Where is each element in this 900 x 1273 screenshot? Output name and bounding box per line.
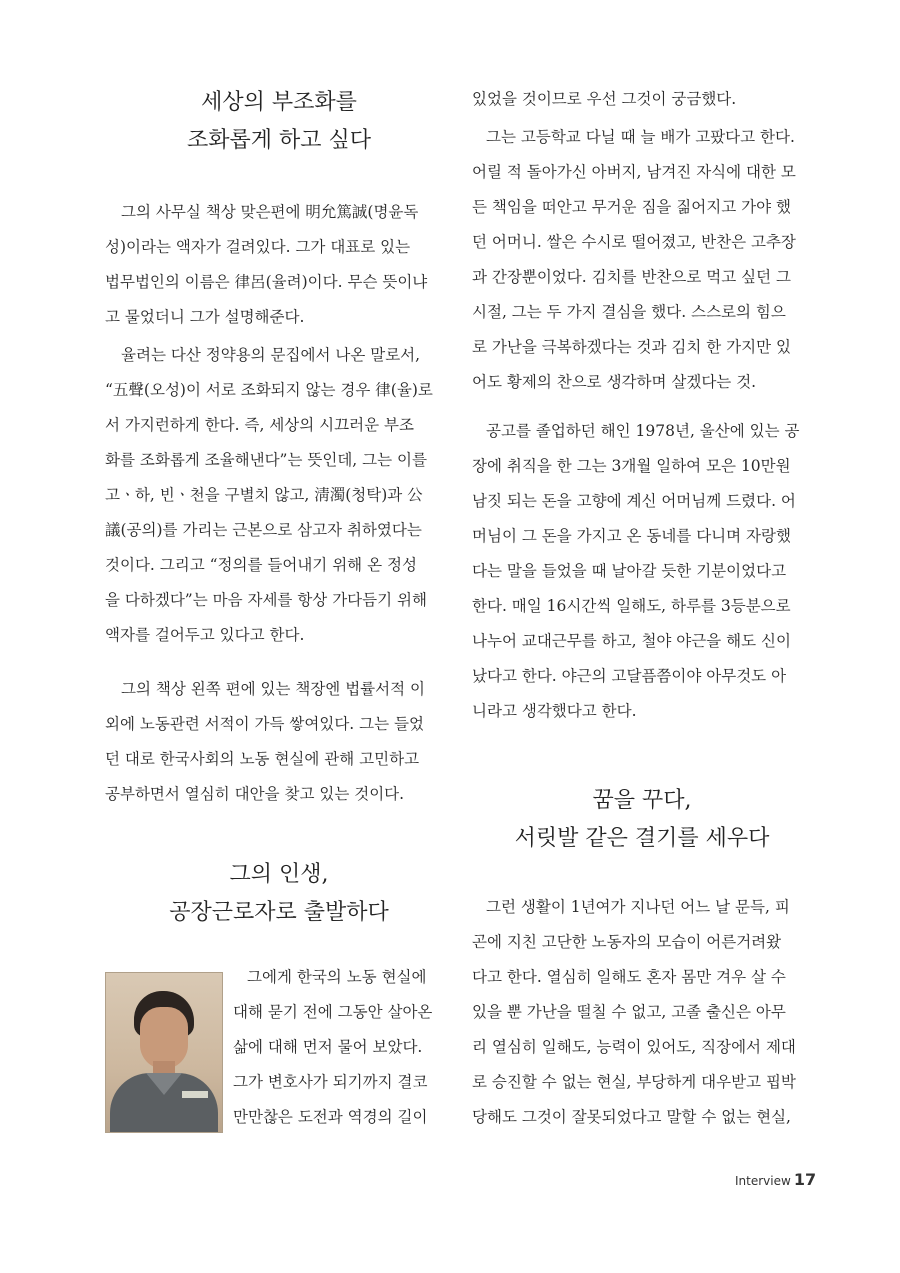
text-line: 법무법인의 이름은 律呂(율려)이다. 무슨 뜻이냐 <box>105 273 428 291</box>
text-line: 시절, 그는 두 가지 결심을 했다. 스스로의 힘으 <box>472 303 786 321</box>
text-line: 있을 뿐 가난을 떨칠 수 없고, 고졸 출신은 아무 <box>472 1003 786 1021</box>
text-line: 과 간장뿐이었다. 김치를 반찬으로 먹고 싶던 그 <box>472 268 791 286</box>
text-line: 액자를 걸어두고 있다고 한다. <box>105 626 305 644</box>
text-line: 서 가지런하게 한다. 즉, 세상의 시끄러운 부조 <box>105 416 414 434</box>
page-number: 17 <box>793 1170 817 1189</box>
text-line: 당해도 그것이 잘못되었다고 말할 수 없는 현실, <box>472 1108 791 1126</box>
text-line: 그는 고등학교 다닐 때 늘 배가 고팠다고 한다. <box>486 128 795 146</box>
text-line: 삶에 대해 먼저 물어 보았다. <box>233 1038 423 1056</box>
text-line: 議(공의)를 가리는 근본으로 삼고자 취하였다는 <box>105 521 422 539</box>
text-line: 외에 노동관련 서적이 가득 쌓여있다. 그는 들었 <box>105 715 424 733</box>
text-line: 나누어 교대근무를 하고, 철야 야근을 해도 신이 <box>472 632 791 650</box>
text-line: 리 열심히 일해도, 능력이 있어도, 직장에서 제대 <box>472 1038 796 1056</box>
text-line: 다는 말을 들었을 때 날아갈 듯한 기분이었다고 <box>472 562 787 580</box>
text-line: 어도 황제의 찬으로 생각하며 살겠다는 것. <box>472 373 757 391</box>
text-line: 화를 조화롭게 조율해낸다”는 뜻인데, 그는 이를 <box>105 451 427 469</box>
text-line: 로 가난을 극복하겠다는 것과 김치 한 가지만 있 <box>472 338 791 356</box>
text-line: 것이다. 그리고 “정의를 들어내기 위해 온 정성 <box>105 556 417 574</box>
text-line: 던 어머니. 쌀은 수시로 떨어졌고, 반찬은 고추장 <box>472 233 796 251</box>
text-line: 을 다하겠다”는 마음 자세를 항상 가다듬기 위해 <box>105 591 427 609</box>
paragraph <box>472 82 812 117</box>
text-line: 어릴 적 돌아가신 아버지, 남겨진 자식에 대한 모 <box>472 163 796 181</box>
text-line: 로 승진할 수 없는 현실, 부당하게 대우받고 핍박 <box>472 1073 796 1091</box>
text-line: 한다. 매일 16시간씩 일해도, 하루를 3등분으로 <box>472 597 791 615</box>
page-footer <box>735 1170 816 1189</box>
text-line: 났다고 한다. 야근의 고달픔쯤이야 아무것도 아 <box>472 667 787 685</box>
text-line: 율려는 다산 정약용의 문집에서 나온 말로서, <box>121 346 421 364</box>
paragraph <box>233 960 453 1135</box>
heading-line: 꿈을 꾸다, <box>592 788 692 813</box>
text-line: 그의 책상 왼쪽 편에 있는 책장엔 법률서적 이 <box>121 680 426 698</box>
heading-line: 공장근로자로 출발하다 <box>169 900 389 925</box>
portrait-photo <box>105 972 223 1133</box>
paragraph <box>105 672 453 812</box>
section-heading-2 <box>105 856 453 932</box>
text-line: 대해 묻기 전에 그동안 살아온 <box>233 1003 433 1021</box>
text-line: 그가 변호사가 되기까지 결코 <box>233 1073 428 1091</box>
text-line: 든 책임을 떠안고 무거운 짐을 짊어지고 가야 했 <box>472 198 791 216</box>
paragraph <box>472 414 812 729</box>
text-line: 그에게 한국의 노동 현실에 <box>247 968 427 986</box>
text-line: 고 물었더니 그가 설명해준다. <box>105 308 305 326</box>
text-line: 있었을 것이므로 우선 그것이 궁금했다. <box>472 90 737 108</box>
text-line: 니라고 생각했다고 한다. <box>472 702 637 720</box>
text-line: “五聲(오성)이 서로 조화되지 않는 경우 律(율)로 <box>105 381 433 399</box>
paragraph <box>472 120 812 400</box>
section-label: Interview <box>735 1174 791 1188</box>
heading-line: 서릿발 같은 결기를 세우다 <box>514 826 770 851</box>
paragraph <box>105 195 453 335</box>
text-line: 고ㆍ하, 빈ㆍ천을 구별치 않고, 淸濁(청탁)과 公 <box>105 486 423 504</box>
text-line: 장에 취직을 한 그는 3개월 일하여 모은 10만원 <box>472 457 791 475</box>
text-line: 머님이 그 돈을 가지고 온 동네를 다니며 자랑했 <box>472 527 791 545</box>
heading-line: 그의 인생, <box>229 862 329 887</box>
text-line: 공고를 졸업하던 해인 1978년, 울산에 있는 공 <box>486 422 800 440</box>
paragraph <box>105 338 453 653</box>
text-line: 그의 사무실 책상 맞은편에 明允篤誠(명윤독 <box>121 203 419 221</box>
section-heading-3 <box>472 782 812 858</box>
paragraph <box>472 890 812 1135</box>
text-line: 만만찮은 도전과 역경의 길이 <box>233 1108 428 1126</box>
text-line: 곤에 지친 고단한 노동자의 모습이 어른거려왔 <box>472 933 782 951</box>
heading-line: 세상의 부조화를 <box>201 90 357 115</box>
text-line: 그런 생활이 1년여가 지나던 어느 날 문득, 피 <box>486 898 790 916</box>
text-line: 성)이라는 액자가 걸려있다. 그가 대표로 있는 <box>105 238 411 256</box>
text-line: 남짓 되는 돈을 고향에 계신 어머님께 드렸다. 어 <box>472 492 796 510</box>
text-line: 던 대로 한국사회의 노동 현실에 관해 고민하고 <box>105 750 420 768</box>
text-line: 다고 한다. 열심히 일해도 혼자 몸만 겨우 살 수 <box>472 968 786 986</box>
section-heading-1 <box>105 84 453 160</box>
text-line: 공부하면서 열심히 대안을 찾고 있는 것이다. <box>105 785 405 803</box>
heading-line: 조화롭게 하고 싶다 <box>186 128 371 153</box>
